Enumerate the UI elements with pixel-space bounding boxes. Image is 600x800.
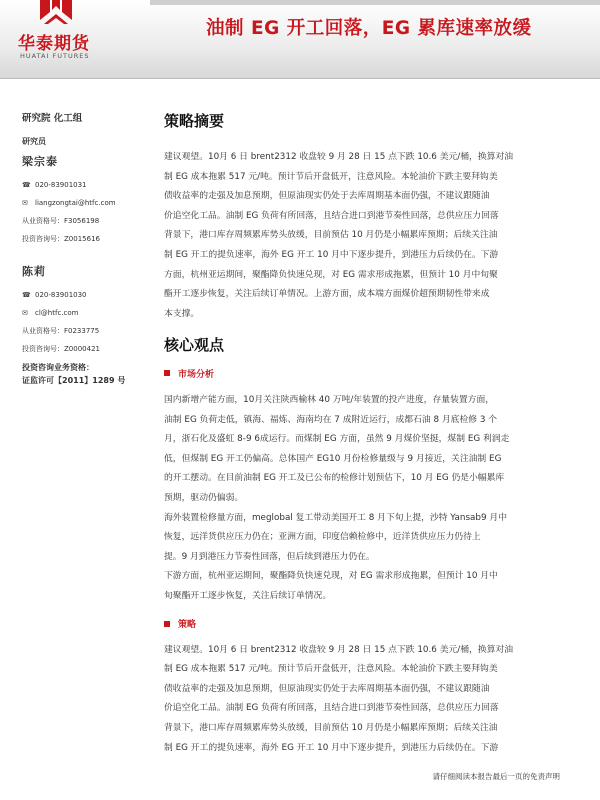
summary-body xyxy=(164,148,578,324)
phone-icon: ☎ xyxy=(22,180,31,189)
market-body xyxy=(164,391,582,758)
logo-name-cn: 华泰期货 xyxy=(18,34,90,54)
practice-number: 从业资格号：F0233775 xyxy=(22,326,100,335)
report-header xyxy=(0,0,600,78)
market-line: 月，浙石化及盛虹 8-9 6成运行。而煤制 EG 方面，虽然 9 月煤价坚挺，煤制 EG 利润走 xyxy=(164,434,510,445)
analyst-phone xyxy=(22,289,147,300)
email-text[interactable]: liangzongtai@htfc.com xyxy=(35,198,116,207)
invest-number: 投资咨询号：Z0000421 xyxy=(22,344,100,353)
strategy-line: 制 EG 开工的提负速率，海外 EG 开工 10 月中下逐步提升，到港压力后续仍在。下游 xyxy=(164,742,499,753)
bullet-square-icon xyxy=(164,621,170,627)
invest-number: 投资咨询号：Z0015616 xyxy=(22,234,100,243)
phone-text: 020-83901030 xyxy=(35,290,87,299)
qualification-value: 证监许可【2011】1289 号 xyxy=(22,376,126,385)
department: 研究院 化工组 xyxy=(22,113,83,124)
summary-line: 建议观望。10月 6 日 brent2312 收盘较 9 月 28 日 15 点下跌 10.6 美元/桶，换算对油 xyxy=(164,152,514,162)
market-line: 国内新增产能方面，10月关注陕西榆林 40 万吨/年装置的投产进度，存量装置方面， xyxy=(164,395,495,405)
summary-line: 方面，杭州亚运期间，聚酯降负快速兑现，对 EG 需求形成拖累，但预计 10 月中旬聚 xyxy=(164,269,498,280)
summary-line: 本支撑。 xyxy=(164,308,200,319)
market-line: 海外装置检修量方面，meglobal 复工带动美国开工 8 月下旬上提，沙特 Yansab9 月中 xyxy=(164,512,507,523)
practice-number: 从业资格号：F3056198 xyxy=(22,216,100,225)
mail-icon: ✉ xyxy=(22,308,28,317)
main-content xyxy=(164,110,578,390)
summary-line: 价追空化工品。油制 EG 负荷有所回落，且结合进口到港节奏性回落，总供应压力回落 xyxy=(164,210,499,221)
summary-heading: 策略摘要 xyxy=(164,112,225,130)
bullet-square-icon xyxy=(164,370,170,376)
email-text[interactable]: cl@htfc.com xyxy=(35,308,79,317)
market-line: 提。9 月到港压力节奏性回落，但后续到港压力仍在。 xyxy=(164,551,375,562)
analyst-sidebar xyxy=(22,110,147,387)
analyst-email[interactable] xyxy=(22,307,147,318)
summary-line: 债收益率的走强及加息预期，但原油现实仍处于去库周期基本面仍强，不建议跟随油 xyxy=(164,191,490,202)
analyst-email[interactable] xyxy=(22,197,147,208)
market-line: 的开工摆动。在目前油制 EG 开工及已公布的检修计划预估下，10 月 EG 仍是小幅累库 xyxy=(164,473,505,484)
strategy-line: 价追空化工品。油制 EG 负荷有所回落，且结合进口到港节奏性回落，总供应压力回落 xyxy=(164,703,499,714)
market-label: 市场分析 xyxy=(178,369,215,380)
strategy-line: 债收益率的走强及加息预期，但原油现实仍处于去库周期基本面仍强，不建议跟随油 xyxy=(164,683,490,694)
analyst-name: 陈莉 xyxy=(22,265,46,278)
strategy-subheading xyxy=(164,617,582,631)
analyst-name: 梁宗泰 xyxy=(22,155,58,168)
market-subheading xyxy=(164,366,578,380)
strategy-line: 建议观望。10月 6 日 brent2312 收盘较 9 月 28 日 15 点下跌 10.6 美元/桶，换算对油 xyxy=(164,644,514,655)
market-line: 下游方面，杭州亚运期间，聚酯降负快速兑现，对 EG 需求形成拖累，但预计 10 月中 xyxy=(164,571,498,582)
market-line: 预期，驱动仍偏弱。 xyxy=(164,492,244,503)
qualification-label: 投资咨询业务资格： xyxy=(22,363,94,372)
summary-line: 酯开工逐步恢复，关注后续订单情况。上游方面，成本端方面煤价超预期韧性带来成 xyxy=(164,289,490,300)
huatai-logo-icon xyxy=(34,0,78,28)
analyst-phone xyxy=(22,179,147,190)
phone-icon: ☎ xyxy=(22,290,31,299)
header-top-line xyxy=(150,0,600,5)
strategy-line: 背景下，港口库存周频累库势头放缓，目前预估 10 月仍是小幅累库预期；后续关注油 xyxy=(164,722,498,733)
market-line: 油制 EG 负荷走低，镇海、福炼、海南均在 7 成附近运行，成都石油 8 月底检修 3 个 xyxy=(164,414,498,425)
strategy-line: 制 EG 成本拖累 517 元/吨。预计节后开盘低开，注意风险。本轮油价下跌主要拜钩美 xyxy=(164,664,498,675)
summary-line: 背景下，港口库存周频累库势头放缓，目前预估 10 月仍是小幅累库预期；后续关注油 xyxy=(164,230,498,241)
header-divider xyxy=(0,78,600,79)
disclaimer-footer: 请仔细阅读本报告最后一页的免责声明 xyxy=(432,772,560,781)
summary-line: 制 EG 开工的提负速率，海外 EG 开工 10 月中下逐步提升，到港压力后续仍在。下游 xyxy=(164,249,499,260)
report-title: 油制 EG 开工回落，EG 累库速率放缓 xyxy=(206,18,532,39)
market-line: 旬聚酯开工逐步恢复，关注后续订单情况。 xyxy=(164,590,332,601)
strategy-label: 策略 xyxy=(178,620,197,631)
market-line: 低，但煤制 EG 开工仍偏高。总体国产 EG10 月份检修量级与 9 月接近，关注油制 EG xyxy=(164,453,502,464)
logo-name-en: HUATAI FUTURES xyxy=(20,52,90,60)
summary-line: 制 EG 成本拖累 517 元/吨。预计节后开盘低开，注意风险。本轮油价下跌主要拜钩美 xyxy=(164,171,498,182)
core-heading: 核心观点 xyxy=(164,336,225,355)
role-label: 研究员 xyxy=(22,137,46,146)
mail-icon: ✉ xyxy=(22,198,28,207)
market-line: 恢复，远洋货供应压力仍在；亚洲方面，印度信赖检修中，近洋货供应压力仍待上 xyxy=(164,532,481,543)
phone-text: 020-83901031 xyxy=(35,180,87,189)
